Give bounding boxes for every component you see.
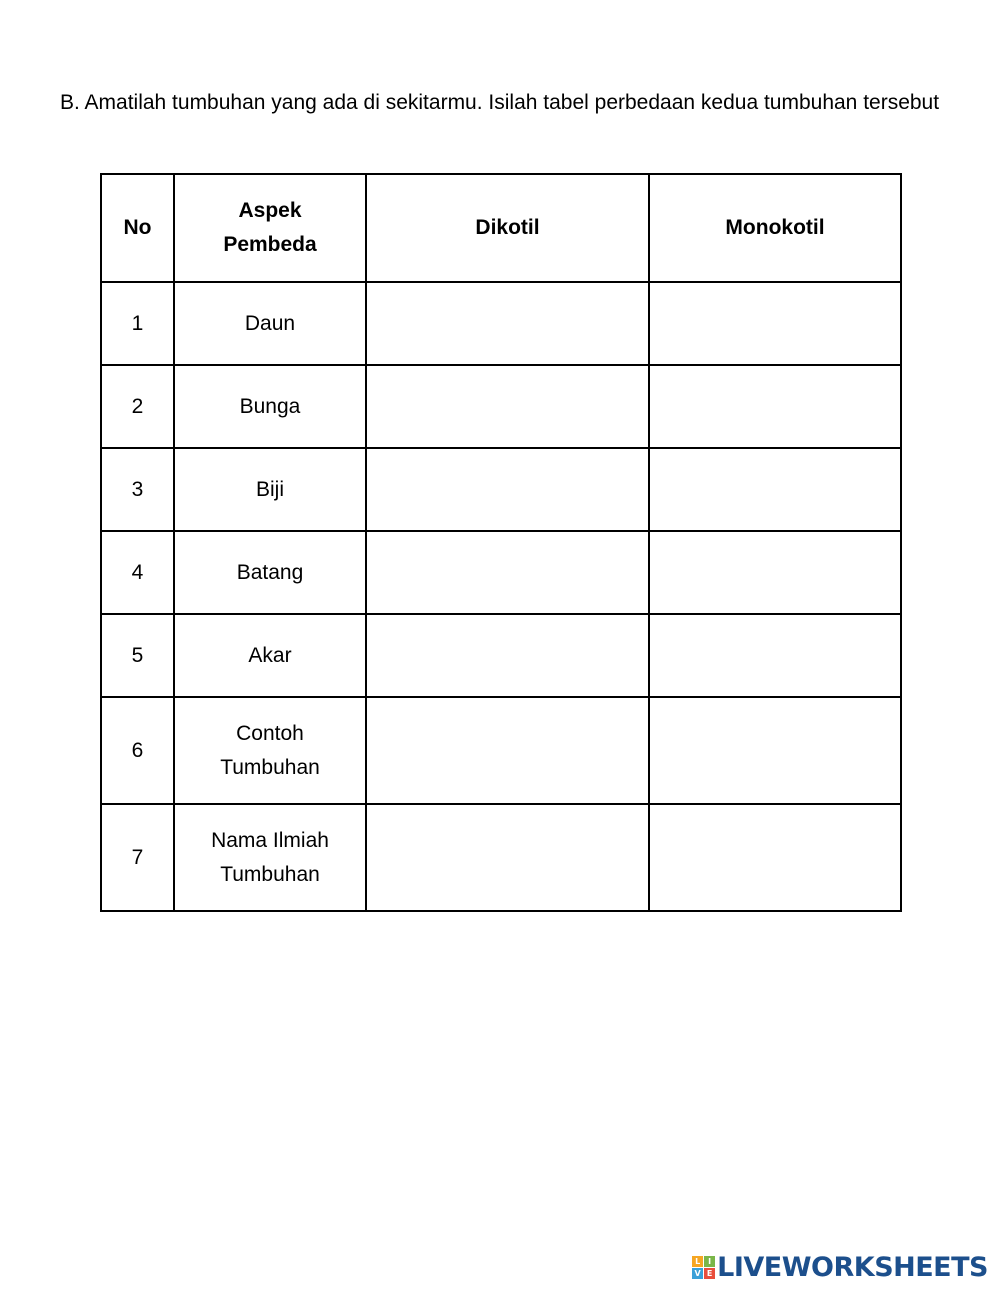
- dikotil-answer-cell[interactable]: [366, 365, 649, 448]
- row-aspect-label: Biji: [255, 477, 284, 501]
- row-number: 6: [101, 697, 174, 804]
- logo-tile: L: [692, 1256, 703, 1267]
- row-number: 2: [101, 365, 174, 448]
- table-row: [101, 282, 901, 365]
- table-row: [101, 614, 901, 697]
- header-aspek-pembeda: [174, 174, 366, 282]
- table-row: [101, 531, 901, 614]
- table-row: [101, 697, 901, 804]
- row-aspect: [174, 697, 366, 804]
- dikotil-answer-cell[interactable]: [366, 804, 649, 911]
- monokotil-answer-cell[interactable]: [649, 531, 901, 614]
- monokotil-answer-cell[interactable]: [649, 614, 901, 697]
- row-aspect-label: Bunga: [239, 394, 301, 418]
- instruction-text: B. Amatilah tumbuhan yang ada di sekitarmu. Isilah tabel perbedaan kedua tumbuhan tersebut: [60, 91, 940, 114]
- row-aspect-label: Contoh Tumbuhan: [220, 721, 320, 779]
- brand-name: LIVEWORKSHEETS: [717, 1252, 988, 1283]
- monokotil-answer-cell[interactable]: [649, 365, 901, 448]
- row-aspect-label: Daun: [244, 311, 296, 335]
- liveworksheets-brand: [692, 1252, 988, 1283]
- header-dikotil: Dikotil: [366, 174, 649, 282]
- table-row: [101, 804, 901, 911]
- dikotil-answer-cell[interactable]: [366, 282, 649, 365]
- table-header-row: [101, 174, 901, 282]
- row-number: 4: [101, 531, 174, 614]
- row-number: 7: [101, 804, 174, 911]
- dikotil-answer-cell[interactable]: [366, 614, 649, 697]
- monokotil-answer-cell[interactable]: [649, 804, 901, 911]
- monokotil-answer-cell[interactable]: [649, 448, 901, 531]
- row-aspect-label: Nama Ilmiah Tumbuhan: [211, 828, 329, 886]
- dikotil-answer-cell[interactable]: [366, 697, 649, 804]
- row-number: 5: [101, 614, 174, 697]
- table-row: [101, 448, 901, 531]
- logo-tile: E: [704, 1268, 715, 1279]
- header-monokotil: Monokotil: [649, 174, 901, 282]
- row-aspect: [174, 804, 366, 911]
- row-aspect: [174, 282, 366, 365]
- header-aspek-label: Aspek Pembeda: [223, 199, 317, 256]
- row-aspect: [174, 614, 366, 697]
- comparison-table: [100, 173, 902, 912]
- row-number: 1: [101, 282, 174, 365]
- monokotil-answer-cell[interactable]: [649, 282, 901, 365]
- monokotil-answer-cell[interactable]: [649, 697, 901, 804]
- row-number: 3: [101, 448, 174, 531]
- logo-tile: V: [692, 1268, 703, 1279]
- row-aspect-label: Batang: [236, 560, 304, 584]
- header-no: No: [101, 174, 174, 282]
- row-aspect: [174, 531, 366, 614]
- row-aspect: [174, 365, 366, 448]
- liveworksheets-logo-icon: [692, 1256, 715, 1279]
- dikotil-answer-cell[interactable]: [366, 531, 649, 614]
- row-aspect-label: Akar: [248, 643, 292, 667]
- dikotil-answer-cell[interactable]: [366, 448, 649, 531]
- table-row: [101, 365, 901, 448]
- logo-tile: I: [704, 1256, 715, 1267]
- row-aspect: [174, 448, 366, 531]
